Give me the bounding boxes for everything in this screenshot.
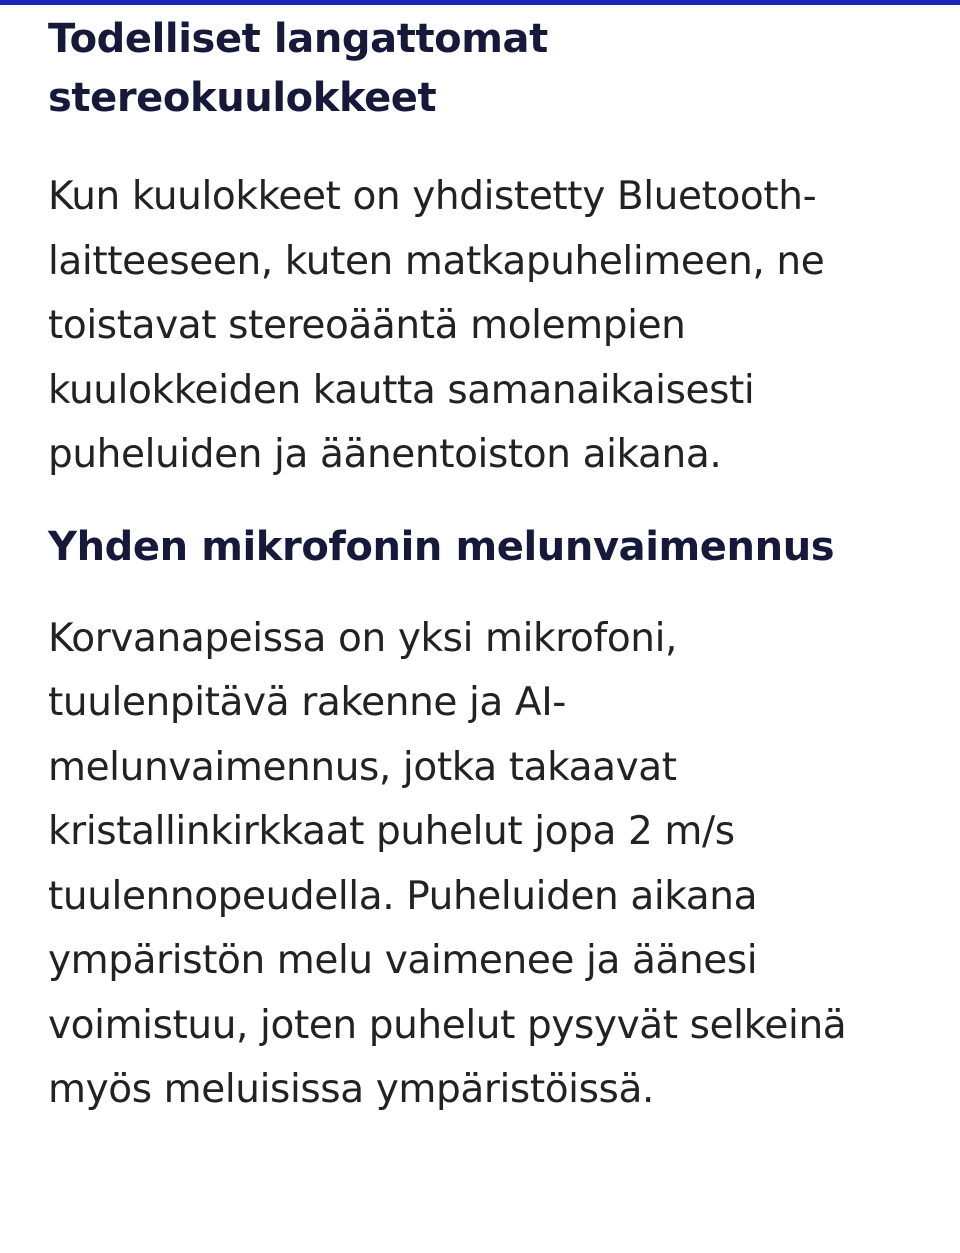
feature-section-stereo	[48, 10, 848, 488]
feature-description-noise-cancellation: Korvanapeissa on yksi mikrofoni, tuulenpitävä rakenne ja AI-melunvaimennus, jotka takaavat kristallinkirkkaat puhelut jopa 2 m/s tuulennopeudella. Puheluiden aikana ympäristön melu vaimenee ja äänesi voimistuu, joten puhelut pysyvät selkeinä myös meluisissa ympäristöissä.	[48, 615, 847, 1112]
feature-description-stereo: Kun kuulokkeet on yhdistetty Bluetooth-laitteeseen, kuten matkapuhelimeen, ne toistavat stereoääntä molempien kuulokkeiden kautta samanaikaisesti puheluiden ja äänentoiston aikana.	[48, 174, 825, 477]
feature-title-noise-cancellation: Yhden mikrofonin melunvaimennus	[48, 523, 835, 570]
feature-section-noise-cancellation	[48, 518, 848, 1123]
top-accent-bar	[0, 0, 960, 5]
feature-title-stereo: Todelliset langattomat stereokuulokkeet	[48, 16, 548, 121]
product-description	[48, 10, 848, 1123]
